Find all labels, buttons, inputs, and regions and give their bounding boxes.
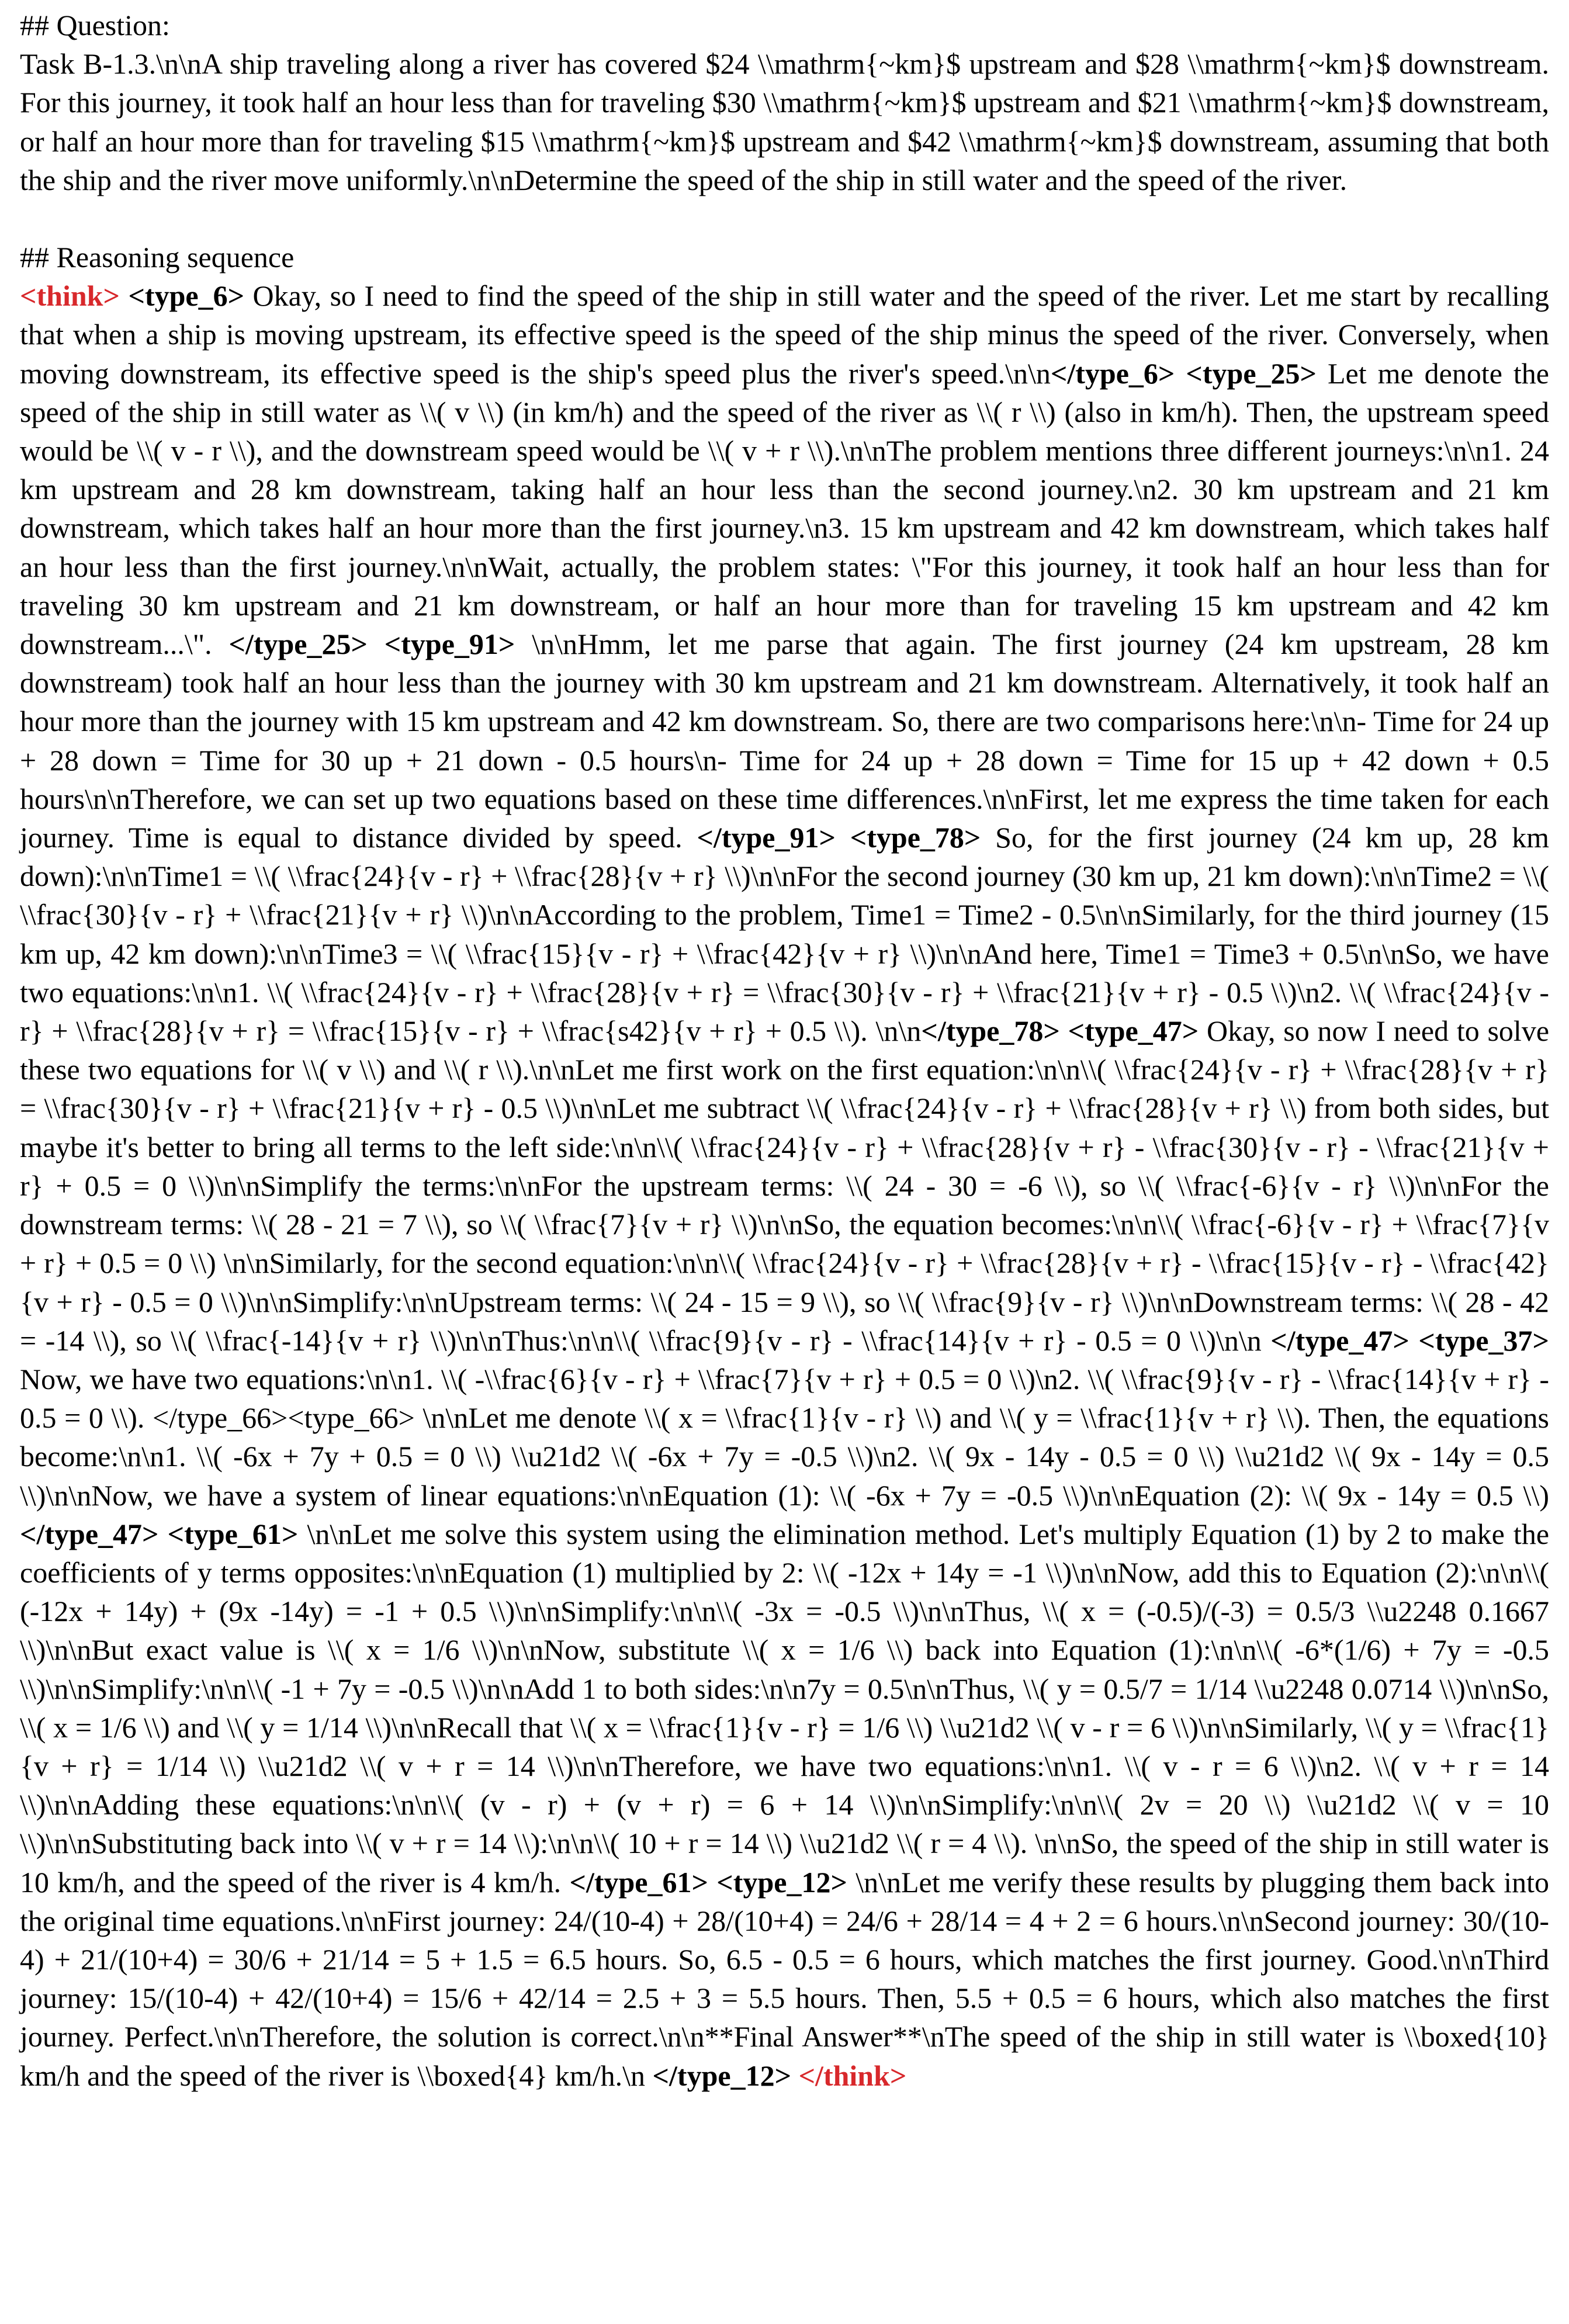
type-tag: <type_6> bbox=[128, 279, 245, 313]
think-open-tag: <think> bbox=[20, 279, 120, 313]
type-tag: </type_25> bbox=[228, 628, 368, 661]
reasoning-heading: ## Reasoning sequence bbox=[20, 241, 295, 274]
type-tag: <type_25> bbox=[1186, 356, 1317, 390]
question-heading: ## Question: bbox=[20, 9, 170, 41]
section-gap bbox=[20, 199, 1549, 238]
reasoning-segment-text bbox=[1409, 1324, 1419, 1357]
reasoning-segment-text: \n\nLet me solve this system using the elimination method. Let's multiply Equation (1) by 2 to make the coefficients of y terms opposites:\n\nEquation (1) multiplied by 2: \\( -12x + 14y = -1 \\)\n\nNow, add this to Equation (2):\n\n\\( (-12x + 14y) + (9x -14y) = -1 + 0.5 \\)\n\nSimplify:\n\n\\( -3x = -0.5 \\)\n\nThus, \\( x = (-0.5)/(-3) = 0.5/3 \\u2248 0.1667 \\)\n\nBut exact value is \\( x = 1/6 \\)\n\nNow, substitute \\( x = 1/6 \\) back into Equation (1):\n\n\\( -6*(1/6) + 7y = -0.5 \\)\n\nSimplify:\n\n\\( -1 + 7y = -0.5 \\)\n\nAdd 1 to both sides:\n\n7y = 0.5\n\nThus, \\( y = 0.5/7 = 1/14 \\u2248 0.0714 \\)\n\nSo, \\( x = 1/6 \\) and \\( y = 1/14 \\)\n\nRecall that \\( x = \\frac{1}{v - r} = 1/6 \\) \\u21d2 \\( v - r = 6 \\)\n\nSimilarly, \\( y = \\frac{1}{v + r} = 1/14 \\) \\u21d2 \\( v + r = 14 \\)\n\nTherefore, we have two equations:\n\n1. \\( v - r = 6 \\)\n2. \\( v + r = 14 \\)\n\nAdding these equations:\n\n\\( (v - r) + (v + r) = 6 + 14 \\)\n\nSimplify:\n\n\\( 2v = 20 \\) \\u21d2 \\( v = 10 \\)\n\nSubstituting back into \\( v + r = 14 \\):\n\n\\( 10 + r = 14 \\) \\u21d2 \\( r = 4 \\). \n\nSo, the speed of the ship in still water is 10 km/h, and the speed of the river is 4 km/h. bbox=[20, 1517, 1550, 1899]
type-tag: </type_61> bbox=[569, 1865, 708, 1899]
type-tag: <type_37> bbox=[1418, 1324, 1549, 1357]
type-tag: </type_47> bbox=[1270, 1324, 1409, 1357]
reasoning-segment-text bbox=[836, 821, 850, 854]
reasoning-text bbox=[20, 276, 1549, 2095]
reasoning-segment-text bbox=[708, 1866, 716, 1899]
reasoning-segment-text: Now, we have two equations:\n\n1. \\( -\\frac{6}{v - r} + \\frac{7}{v + r} + 0.5 = 0 \\)\n2. \\( \\frac{9}{v - r} - \\frac{14}{v + r} - 0.5 = 0 \\). </type_66><type_66> \n\nLet me denote \\( x = \\frac{1}{v - r} \\) and \\( y = \\frac{1}{v + r} \\). Then, the equations become:\n\n1. \\( -6x + 7y + 0.5 = 0 \\) \\u21d2 \\( -6x + 7y = -0.5 \\)\n2. \\( 9x - 14y - 0.5 = 0 \\) \\u21d2 \\( 9x - 14y = 0.5 \\)\n\nNow, we have a system of linear equations:\n\nEquation (1): \\( -6x + 7y = -0.5 \\)\n\nEquation (2): \\( 9x - 14y = 0.5 \\) bbox=[20, 1362, 1549, 1512]
type-tag: <type_12> bbox=[716, 1865, 847, 1899]
type-tag: </type_78> bbox=[921, 1014, 1060, 1048]
type-tag: <type_91> bbox=[384, 628, 515, 661]
reasoning-segment-text bbox=[791, 2059, 799, 2092]
reasoning-segment-text bbox=[159, 1518, 168, 1550]
type-tag: <type_47> bbox=[1068, 1014, 1199, 1048]
type-tag: </type_91> bbox=[697, 821, 836, 854]
reasoning-segment-text bbox=[1175, 357, 1186, 390]
reasoning-segment-text: Let me denote the speed of the ship in still water as \\( v \\) (in km/h) and the speed of the river as \\( r \\) (also in km/h). Then, the upstream speed would be \\( v - r \\), and the downstream speed would be \\( v + r \\).\n\nThe problem mentions three different journeys:\n\n1. 24 km upstream and 28 km downstream, taking half an hour less than the second journey.\n2. 30 km upstream and 21 km downstream, which takes half an hour more than the first journey.\n3. 15 km upstream and 42 km downstream, which takes half an hour less than the first journey.\n\nWait, actually, the problem states: \"For this journey, it took half an hour less than for traveling 30 km upstream and 21 km downstream, or half an hour more than for traveling 15 km upstream and 42 km downstream...\". bbox=[20, 356, 1549, 661]
reasoning-segment-text: \n\nLet me verify these results by plugging them back into the original time equations.\n\nFirst journey: 24/(10-4) + 28/(10+4) = 24/6 + 28/14 = 4 + 2 = 6 hours.\n\nSecond journey: 30/(10-4) + 21/(10+4) = 30/6 + 21/14 = 5 + 1.5 = 6.5 hours. So, 6.5 - 0.5 = 6 hours, which matches the first journey. Good.\n\nThird journey: 15/(10-4) + 42/(10+4) = 15/6 + 42/14 = 2.5 + 3 = 5.5 hours. Then, 5.5 + 0.5 = 6 hours, which also matches the first journey. Perfect.\n\nTherefore, the solution is correct.\n\n**Final Answer**\nThe speed of the ship in still water is \\boxed{10} km/h and the speed of the river is \\boxed{4} km/h.\n bbox=[20, 1865, 1550, 2092]
reasoning-segment-text: \n\nHmm, let me parse that again. The first journey (24 km upstream, 28 km downstream) took half an hour less than the journey with 30 km upstream and 21 km downstream. Alternatively, it took half an hour more than the journey with 15 km upstream and 42 km downstream. So, there are two comparisons here:\n\n- Time for 24 up + 28 down = Time for 30 up + 21 down - 0.5 hours\n- Time for 24 up + 28 down = Time for 15 up + 42 down + 0.5 hours\n\nTherefore, we can set up two equations based on these time differences.\n\nFirst, let me express the time taken for each journey. Time is equal to distance divided by speed. bbox=[20, 628, 1550, 854]
reasoning-segment-text bbox=[368, 628, 385, 660]
type-tag: </type_12> bbox=[652, 2059, 792, 2092]
reasoning-segment-text: Okay, so I need to find the speed of the ship in still water and the speed of the river. Let me start by recalling that when a ship is moving upstream, its effective speed is the speed of the ship minus the speed of the river. Conversely, when moving downstream, its effective speed is the ship's speed plus the river's speed.\n\n bbox=[20, 279, 1550, 390]
type-tag: </type_47> bbox=[20, 1517, 159, 1550]
reasoning-segment-text: Okay, so now I need to solve these two equations for \\( v \\) and \\( r \\).\n\nLet me first work on the first equation:\n\n\\( \\frac{24}{v - r} + \\frac{28}{v + r} = \\frac{30}{v - r} + \\frac{21}{v + r} - 0.5 \\)\n\nLet me subtract \\( \\frac{24}{v - r} + \\frac{28}{v + r} \\) from both sides, but maybe it's better to bring all terms to the left side:\n\n\\( \\frac{24}{v - r} + \\frac{28}{v + r} - \\frac{30}{v - r} - \\frac{21}{v + r} + 0.5 = 0 \\)\n\nSimplify the terms:\n\nFor the upstream terms: \\( 24 - 30 = -6 \\), so \\( \\frac{-6}{v - r} \\)\n\nFor the downstream terms: \\( 28 - 21 = 7 \\), so \\( \\frac{7}{v + r} \\)\n\nSo, the equation becomes:\n\n\\( \\frac{-6}{v - r} + \\frac{7}{v + r} + 0.5 = 0 \\) \n\nSimilarly, for the second equation:\n\n\\( \\frac{24}{v - r} + \\frac{28}{v + r} - \\frac{15}{v - r} - \\frac{42}{v + r} - 0.5 = 0 \\)\n\nSimplify:\n\nUpstream terms: \\( 24 - 15 = 9 \\), so \\( \\frac{9}{v - r} \\)\n\nDownstream terms: \\( 28 - 42 = -14 \\), so \\( \\frac{-14}{v + r} \\)\n\nThus:\n\n\\( \\frac{9}{v - r} - \\frac{14}{v + r} - 0.5 = 0 \\)\n\n bbox=[20, 1014, 1550, 1357]
reasoning-segments bbox=[20, 279, 1549, 2091]
type-tag: <type_61> bbox=[167, 1517, 299, 1550]
type-tag: </type_6> bbox=[1050, 356, 1175, 390]
reasoning-segment-text: So, for the first journey (24 km up, 28 km down):\n\nTime1 = \\( \\frac{24}{v - r} + \\frac{28}{v + r} \\)\n\nFor the second journey (30 km up, 21 km down):\n\nTime2 = \\( \\frac{30}{v - r} + \\frac{21}{v + r} \\)\n\nAccording to the problem, Time1 = Time2 - 0.5\n\nSimilarly, for the third journey (15 km up, 42 km down):\n\nTime3 = \\( \\frac{15}{v - r} + \\frac{42}{v + r} \\)\n\nAnd here, Time1 = Time3 + 0.5\n\nSo, we have two equations:\n\n1. \\( \\frac{24}{v - r} + \\frac{28}{v + r} = \\frac{30}{v - r} + \\frac{21}{v + r} - 0.5 \\)\n2. \\( \\frac{24}{v - r} + \\frac{28}{v + r} = \\frac{15}{v - r} + \\frac{s42}{v + r} + 0.5 \\). \n\n bbox=[20, 821, 1550, 1048]
type-tag: <type_78> bbox=[850, 821, 981, 854]
question-text: Task B-1.3.\n\nA ship traveling along a river has covered $24 \\mathrm{~km}$ upstream and $28 \\mathrm{~km}$ downstream. For this journey, it took half an hour less than for traveling $30 \\mathrm{~km}$ upstream and $21 \\mathrm{~km}$ downstream, or half an hour more than for traveling $15 \\mathrm{~km}$ upstream and $42 \\mathrm{~km}$ downstream, assuming that both the ship and the river move uniformly.\n\nDetermine the speed of the ship in still water and the speed of the river. bbox=[20, 47, 1549, 196]
reasoning-segment-text bbox=[1060, 1014, 1068, 1047]
think-close-tag: </think> bbox=[798, 2059, 907, 2092]
